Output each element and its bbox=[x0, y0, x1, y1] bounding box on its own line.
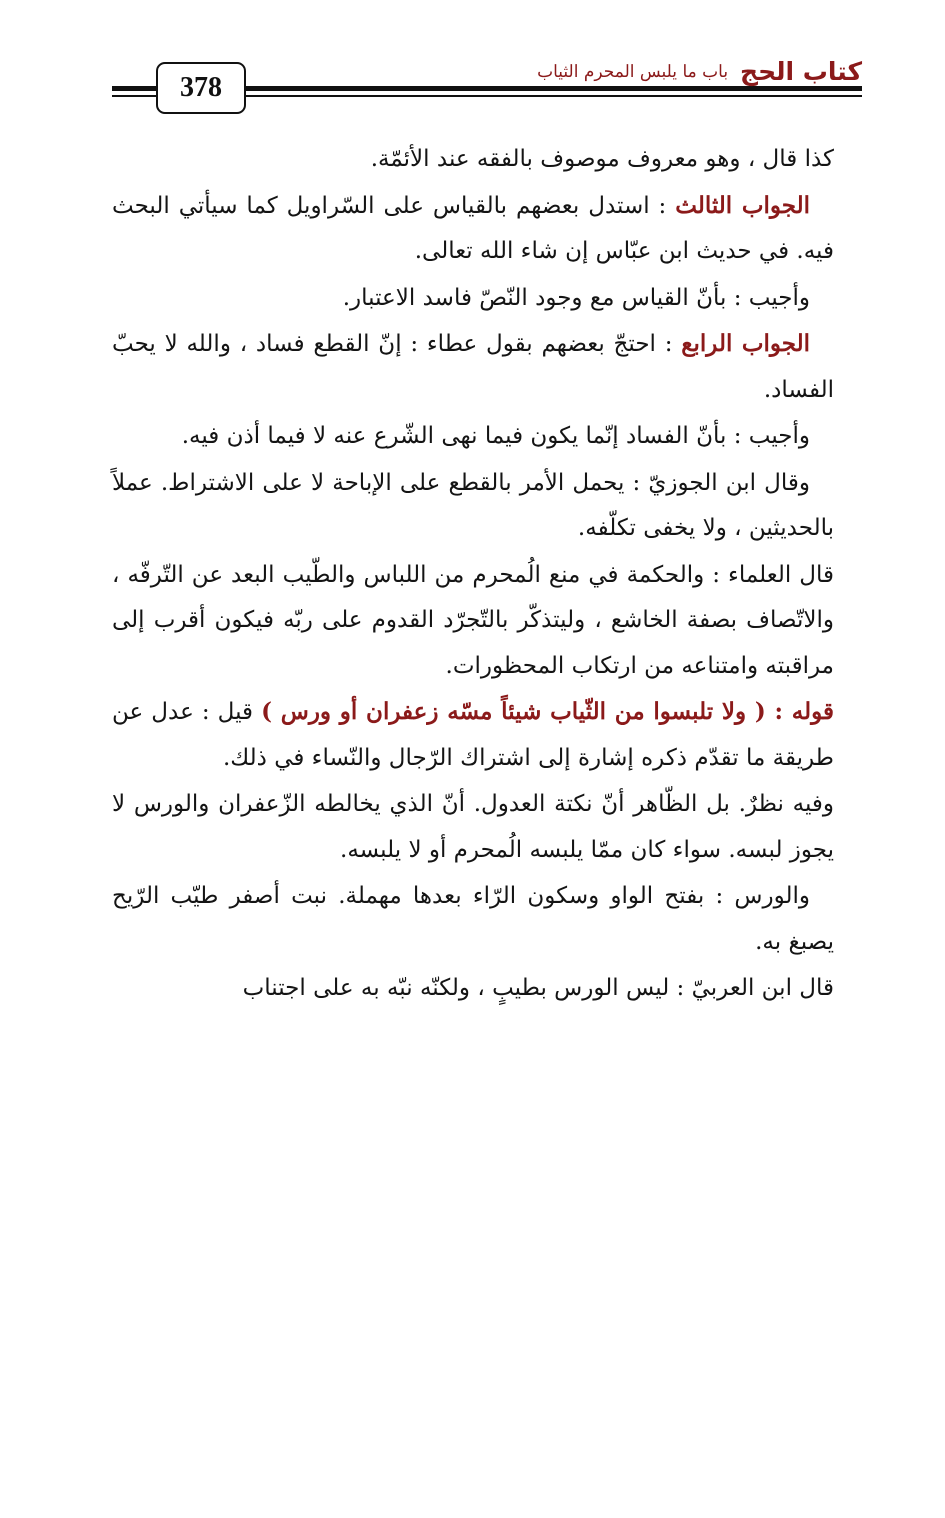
paragraph bbox=[112, 460, 834, 552]
paragraph bbox=[112, 781, 834, 873]
page-header bbox=[112, 48, 862, 120]
paragraph bbox=[112, 413, 834, 460]
paragraph-text: قال ابن العربيّ : ليس الورس بطيبٍ ، ولكنّه نبّه به على اجتناب bbox=[242, 975, 834, 1001]
paragraph-text: : احتجّ بعضهم بقول عطاء : إنّ القطع فساد ، والله لا يحبّ الفساد. bbox=[112, 331, 834, 403]
paragraph bbox=[112, 965, 834, 1012]
paragraph bbox=[112, 321, 834, 413]
paragraph-lead: الجواب الرابع bbox=[681, 330, 810, 357]
paragraph-lead: الجواب الثالث bbox=[675, 191, 810, 219]
paragraph-text: وأجيب : بأنّ القياس مع وجود النّصّ فاسد الاعتبار. bbox=[342, 284, 810, 311]
paragraph bbox=[112, 873, 834, 965]
page-number: 378 bbox=[156, 62, 246, 114]
paragraph-text: وفيه نظرٌ. بل الظّاهر أنّ نكتة العدول. أنّ الذي يخالطه الزّعفران والورس لا يجوز لبسه. سواء كان ممّا يلبسه الُمحرم أو لا يلبسه. bbox=[112, 791, 834, 863]
paragraph-text: قال العلماء : والحكمة في منع الُمحرم من اللباس والطّيب البعد عن التّرفّه ، والاتّصاف بصفة الخاشع ، وليتذكّر بالتّجرّد القدوم على ربّه فيكون أقرب إلى مراقبته وامتناعه من ارتكاب المحظورات. bbox=[112, 561, 834, 679]
body-text bbox=[112, 136, 834, 1012]
paragraph bbox=[112, 552, 834, 690]
paragraph-text: قيل : عدل عن طريقة ما تقدّم ذكره إشارة إلى اشتراك الرّجال والنّساء في ذلك. bbox=[112, 699, 834, 771]
paragraph bbox=[112, 183, 834, 275]
paragraph-text: وقال ابن الجوزيّ : يحمل الأمر بالقطع على الإباحة لا على الاشتراط. عملاً بالحديثين ، ولا يخفى تكلّفه. bbox=[112, 469, 834, 541]
book-title: كتاب الحج bbox=[740, 57, 862, 86]
paragraph-text: والورس : بفتح الواو وسكون الرّاء بعدها مهملة. نبت أصفر طيّب الرّيح يصبغ به. bbox=[112, 883, 834, 955]
paragraph-text: كذا قال ، وهو معروف موصوف بالفقه عند الأئمّة. bbox=[370, 146, 834, 172]
paragraph bbox=[112, 275, 834, 322]
paragraph bbox=[112, 136, 834, 183]
running-head bbox=[537, 48, 862, 84]
paragraph-text: : استدل بعضهم بالقياس على السّراويل كما سيأتي البحث فيه. في حديث ابن عبّاس إن شاء الله تعالى. bbox=[112, 192, 834, 264]
paragraph-text: وأجيب : بأنّ الفساد إنّما يكون فيما نهى الشّرع عنه لا فيما أذن فيه. bbox=[181, 423, 810, 449]
chapter-title: باب ما يلبس المحرم الثياب bbox=[537, 61, 729, 82]
paragraph bbox=[112, 689, 834, 781]
paragraph-lead: قوله : ( ولا تلبسوا من الثّياب شيئاً مسّه زعفران أو ورس ) bbox=[261, 698, 834, 725]
